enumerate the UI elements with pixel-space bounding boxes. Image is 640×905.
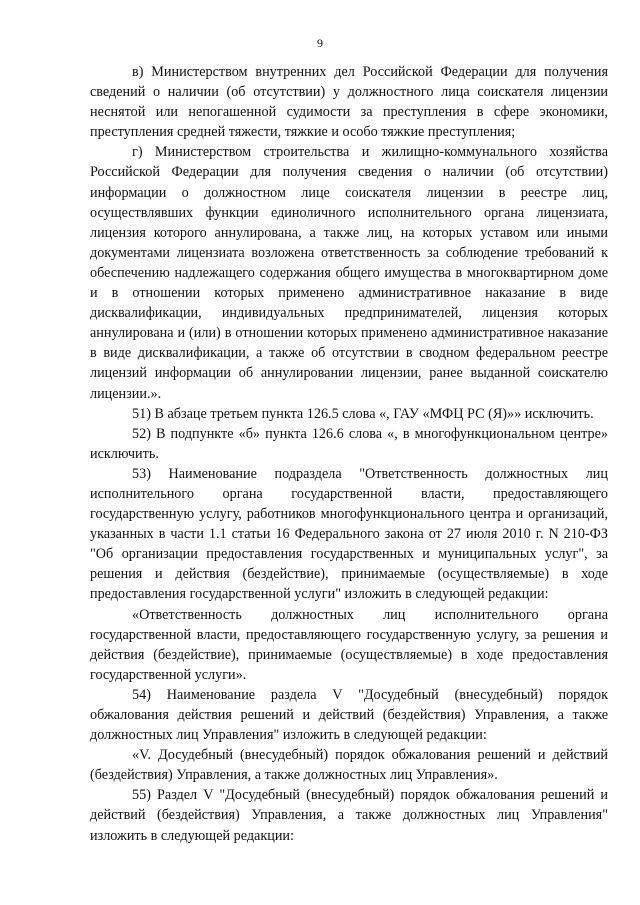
paragraph-item-g: г) Министерством строительства и жилищно-коммунального хозяйства Российской Федерации для получения сведения о наличии (об отсутствии) информации о должностном лице соискателя лицензии в реестре лиц, осуществлявших функции единоличного исполнительного органа лицензиата, лицензия которого аннулирована, а также лиц, на которых уставом или иными документами лицензиата возложена ответственность за соблюдение требований к обеспечению надлежащего содержания общего имущества в многоквартирном доме и в отношении которых применено административное наказание в виде дисквалификации, индивидуальных предпринимателей, лицензия которых аннулирована и (или) в отношении которых применено административное наказание в виде дисквалификации, а также об отсутствии в сводном федеральном реестре лицензий информации об аннулировании лицензии, ранее выданной соискателю лицензии.». (90, 144, 608, 402)
paragraph-53-new-wording: «Ответственность должностных лиц исполнительного органа государственной власти, предоставляющего государственную услугу, за решения и действия (бездействие), принимаемые (осуществляемые) в ходе предоставления государственной услуги». (90, 606, 608, 683)
paragraph-54: 54) Наименование раздела V "Досудебный (внесудебный) порядок обжалования действия решений и действий (бездействия) Управления, а также должностных лиц Управления" изложить в следующей редакции: (90, 686, 608, 744)
paragraph-53: 53) Наименование подраздела "Ответственность должностных лиц исполнительного органа государственной власти, предоставляющего государственную услугу, работников многофункционального центра и организаций, указанных в части 1.1 статьи 16 Федерального закона от 27 июля 2010 г. N 210-ФЗ "Об организации предоставления государственных и муниципальных услуг", за решения и действия (бездействие), принимаемые (осуществляемые) в ходе предоставления государственной услуги" изложить в следующей редакции: (90, 465, 608, 603)
paragraph-54-new-wording: «V. Досудебный (внесудебный) порядок обжалования решений и действий (бездействия) Управления, а также должностных лиц Управления». (90, 747, 608, 784)
paragraph-item-v: в) Министерством внутренних дел Российской Федерации для получения сведений о наличии (об отсутствии) у должностного лица соискателя лицензии неснятой или непогашенной судимости за преступления в сфере экономики, преступления средней тяжести, тяжкие и особо тяжкие преступления; (90, 64, 608, 141)
page-number: 9 (317, 36, 323, 50)
paragraph-55: 55) Раздел V "Досудебный (внесудебный) порядок обжалования решений и действий (бездействия) Управления, а также должностных лиц Управления" изложить в следующей редакции: (90, 787, 608, 844)
paragraph-52: 52) В подпункте «б» пункта 126.6 слова «, в многофункциональном центре» исключить. (90, 425, 608, 462)
paragraph-51: 51) В абзаце третьем пункта 126.5 слова «, ГАУ «МФЦ РС (Я)»» исключить. (132, 405, 594, 422)
document-body (90, 62, 608, 846)
